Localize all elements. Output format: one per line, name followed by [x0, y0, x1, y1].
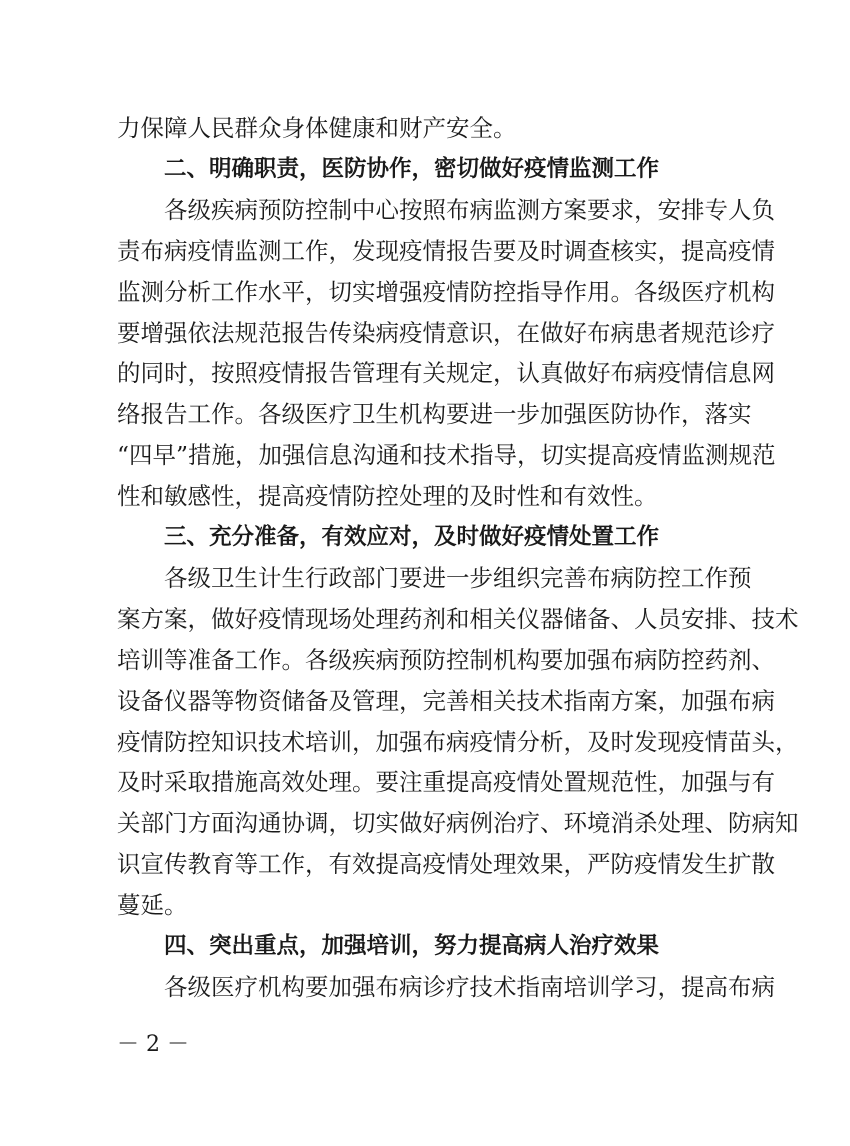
paragraph-line: 责布病疫情监测工作，发现疫情报告要及时调查核实，提高疫情	[117, 236, 775, 265]
paragraph-line: 及时采取措施高效处理。要注重提高疫情处置规范性，加强与有	[117, 768, 775, 797]
paragraph-line: 络报告工作。各级医疗卫生机构要进一步加强医防协作，落实	[117, 400, 752, 429]
paragraph-line: 培训等准备工作。各级疾病预防控制机构要加强布病防控药剂、	[117, 645, 775, 674]
paragraph-line: 性和敏感性，提高疫情防控处理的及时性和有效性。	[117, 482, 658, 511]
paragraph-line: 监测分析工作水平，切实增强疫情防控指导作用。各级医疗机构	[117, 277, 775, 306]
paragraph-line: 各级疾病预防控制中心按照布病监测方案要求，安排专人负	[164, 195, 775, 224]
paragraph-line: “四早”措施，加强信息沟通和技术指导，切实提高疫情监测规范	[117, 441, 776, 470]
paragraph-line: 要增强依法规范报告传染病疫情意识，在做好布病患者规范诊疗	[117, 318, 775, 347]
paragraph-line: 关部门方面沟通协调，切实做好病例治疗、环境消杀处理、防病知	[117, 809, 799, 838]
page-number: － 2 －	[117, 1032, 189, 1057]
paragraph-line: 案方案，做好疫情现场处理药剂和相关仪器储备、人员安排、技术	[117, 604, 799, 633]
paragraph-line: 各级医疗机构要加强布病诊疗技术指南培训学习，提高布病	[164, 972, 775, 1001]
paragraph-line: 的同时，按照疫情报告管理有关规定，认真做好布病疫情信息网	[117, 359, 775, 388]
paragraph-line: 蔓延。	[117, 891, 188, 920]
paragraph-line: 疫情防控知识技术培训，加强布病疫情分析，及时发现疫情苗头，	[117, 727, 799, 756]
paragraph-line: 力保障人民群众身体健康和财产安全。	[117, 114, 517, 142]
paragraph-line: 设备仪器等物资储备及管理，完善相关技术指南方案，加强布病	[117, 686, 775, 715]
paragraph-line: 各级卫生计生行政部门要进一步组织完善布病防控工作预	[164, 563, 752, 592]
paragraph-line: 识宣传教育等工作，有效提高疫情处理效果，严防疫情发生扩散	[117, 850, 775, 879]
section-heading: 四、突出重点，加强培训，努力提高病人治疗效果	[164, 933, 660, 959]
section-heading: 三、充分准备，有效应对，及时做好疫情处置工作	[164, 524, 660, 550]
section-heading: 二、明确职责，医防协作，密切做好疫情监测工作	[164, 155, 660, 182]
